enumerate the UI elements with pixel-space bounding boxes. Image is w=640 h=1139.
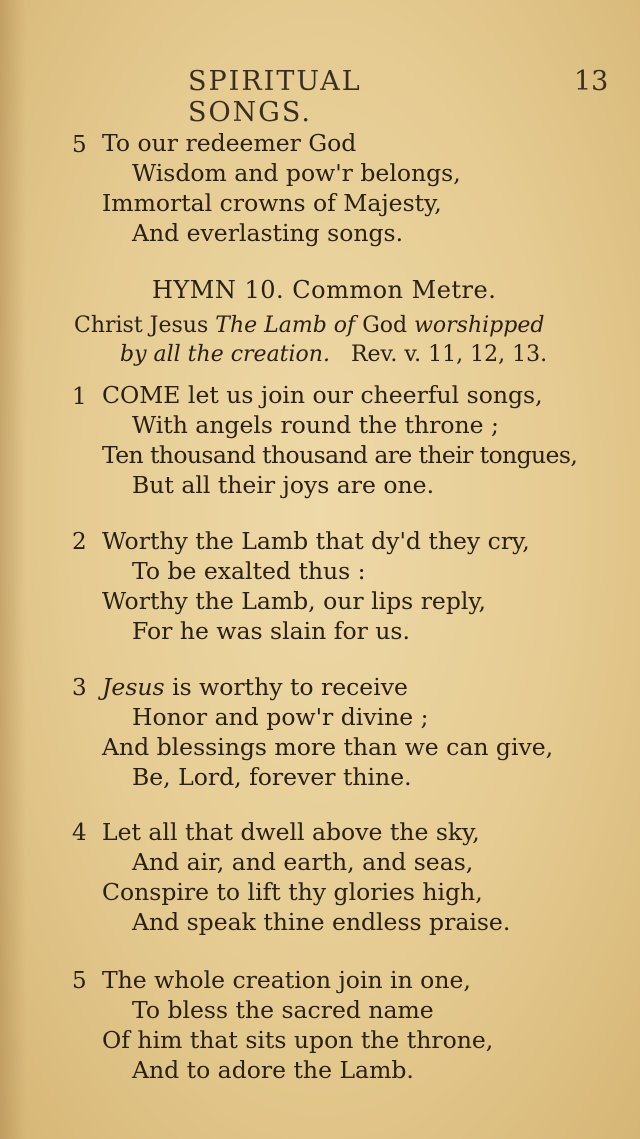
verse-line: And to adore the Lamb. [132,1056,414,1084]
hymn-subtitle-line-1 [74,313,544,338]
hymn-title: HYMN 10. Common Metre. [152,276,497,304]
verse-line: Be, Lord, forever thine. [132,763,412,791]
verse-number: 2 [72,529,87,555]
verse-number: 3 [72,675,87,701]
verse-line: And everlasting songs. [132,219,404,247]
verse-line: Ten thousand thousand are their tongues, [102,441,578,469]
verse-number: 5 [72,132,87,158]
scripture-reference: Rev. v. 11, 12, 13. [350,342,548,367]
subtitle-text: God [362,313,408,338]
subtitle-italic: The Lamb of [215,313,356,338]
verse-line: The whole creation join in one, [102,966,471,994]
verse-line: And air, and earth, and seas, [132,848,474,876]
verse-line: And blessings more than we can give, [102,733,554,761]
verse-number: 1 [72,384,87,410]
verse-line: Let all that dwell above the sky, [102,818,480,846]
verse-line: Wisdom and pow'r belongs, [132,159,461,187]
subtitle-text: Christ Jesus [74,313,209,338]
running-header: SPIRITUAL SONGS. [188,66,362,128]
verse-line: And speak thine endless praise. [132,908,511,936]
line-text: is worthy to receive [172,673,408,701]
page-edge-shadow [0,0,26,1139]
verse-line [102,672,408,702]
verse-line: For he was slain for us. [132,617,410,645]
verse-number: 5 [72,968,87,994]
subtitle-italic: worshipped [414,313,545,338]
subtitle-italic: by all the creation. [120,342,330,367]
verse-line: Conspire to lift thy glories high, [102,878,483,906]
hymn-subtitle-line-2 [120,342,547,367]
verse-line: With angels round the throne ; [132,411,499,439]
verse-line: Worthy the Lamb, our lips reply, [102,587,487,615]
verse-line: Of him that sits upon the throne, [102,1026,494,1054]
verse-line: To be exalted thus : [132,557,366,585]
verse-line: COME let us join our cheerful songs, [102,381,543,409]
verse-line: To our redeemer God [102,129,357,157]
italic-word: Jesus [102,673,165,701]
verse-line: But all their joys are one. [132,471,435,499]
verse-line: To bless the sacred name [132,996,434,1024]
verse-number: 4 [72,820,87,846]
verse-line: Worthy the Lamb that dy'd they cry, [102,527,530,555]
verse-line: Honor and pow'r divine ; [132,703,429,731]
page-number: 13 [574,66,609,97]
verse-line: Immortal crowns of Majesty, [102,189,442,217]
